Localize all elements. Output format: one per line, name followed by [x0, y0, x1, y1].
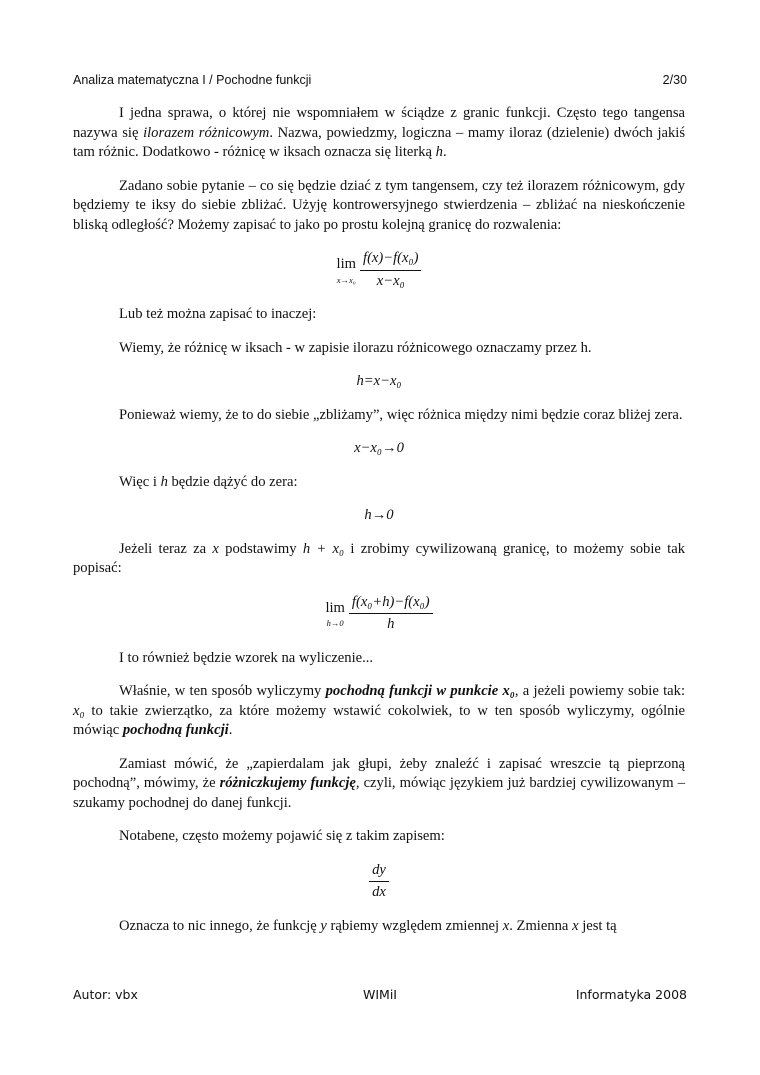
footer-course: Informatyka 2008: [575, 987, 687, 1002]
paragraph: Oznacza to nic innego, że funkcję y rąbiemy względem zmiennej x. Zmienna x jest tą: [119, 917, 617, 934]
formula-leibniz-notation: $\frac{dy}{dx}$: [73, 861, 685, 903]
paragraph: I to również będzie wzorek na wyliczenie...: [119, 649, 374, 666]
footer-author: Autor: vbx: [73, 987, 138, 1002]
formula-h-to-zero: h→0: [364, 507, 394, 523]
formula-derivative-limit: lim h→0 $\frac{\text{f(x₀+h)−f(x₀)}}{h}$: [73, 593, 685, 635]
header-title: Analiza matematyczna I / Pochodne funkcji: [73, 73, 312, 87]
paragraph: Lub też można zapisać to inaczej:: [119, 306, 317, 322]
paragraph: Ponieważ wiemy, że to do siebie „zbliżamy”, więc różnica między nimi będzie coraz bliżej zera.: [119, 406, 683, 423]
paragraph: Notabene, często możemy pojawić się z takim zapisem:: [119, 828, 445, 844]
paragraph: Więc i h będzie dążyć do zera:: [119, 473, 298, 490]
paragraph: Zamiast mówić, że „zapierdalam jak głupi, żeby znaleźć i zapisać wreszcie tą pieprzoną pochodną”, mówimy, że różniczkujemy funkcję, czyli, mówiąc językiem już bardziej cywilizowanym – szukamy pochodnej do danej funkcji.: [73, 755, 686, 811]
paragraph: Właśnie, w ten sposób wyliczymy pochodną funkcji w punkcie x₀, a jeżeli powiemy sobie tak: x₀ to takie zwierzątko, za które możemy wstawić cokolwiek, to w ten sposób wyliczymy, ogólnie mówiąc pochodną funkcji.: [73, 683, 685, 738]
formula-difference-quotient-limit: lim x→x₀ $\frac{\text{f(x)−f(x₀)}}{\text{x−x₀}}$: [73, 249, 685, 291]
page-number: 2/30: [662, 73, 687, 87]
document-body: [73, 104, 685, 950]
page-header: [73, 73, 687, 87]
formula-difference-to-zero: x−x₀→0: [354, 440, 404, 456]
formula-h-definition: h=x−x₀: [356, 373, 402, 389]
paragraph: Zadano sobie pytanie – co się będzie dziać z tym tangensem, czy też ilorazem różnicowym, gdy będziemy te iksy do siebie zbliżać. Użyję kontrowersyjnego stwierdzenia – zbliżać na nieskończenie bliską odległość? Możemy zapisać to jako po prostu kolejną granicę do rozwalenia:: [73, 177, 685, 233]
paragraph: Jeżeli teraz za x podstawimy h + x₀ i zrobimy cywilizowaną granicę, to możemy sobie tak popisać:: [73, 540, 685, 576]
paragraph: Wiemy, że różnicę w iksach - w zapisie ilorazu różnicowego oznaczamy przez h.: [119, 339, 592, 356]
paragraph: I jedna sprawa, o której nie wspomniałem w ściądze z granic funkcji. Często tego tangensa nazywa się ilorazem różnicowym. Nazwa, powiedzmy, logiczna – mamy iloraz (dzielenie) dwóch jakiś tam różnic. Dodatkowo - różnicę w iksach oznacza się literką h.: [73, 105, 686, 160]
footer-faculty: WIMiI: [363, 987, 397, 1002]
